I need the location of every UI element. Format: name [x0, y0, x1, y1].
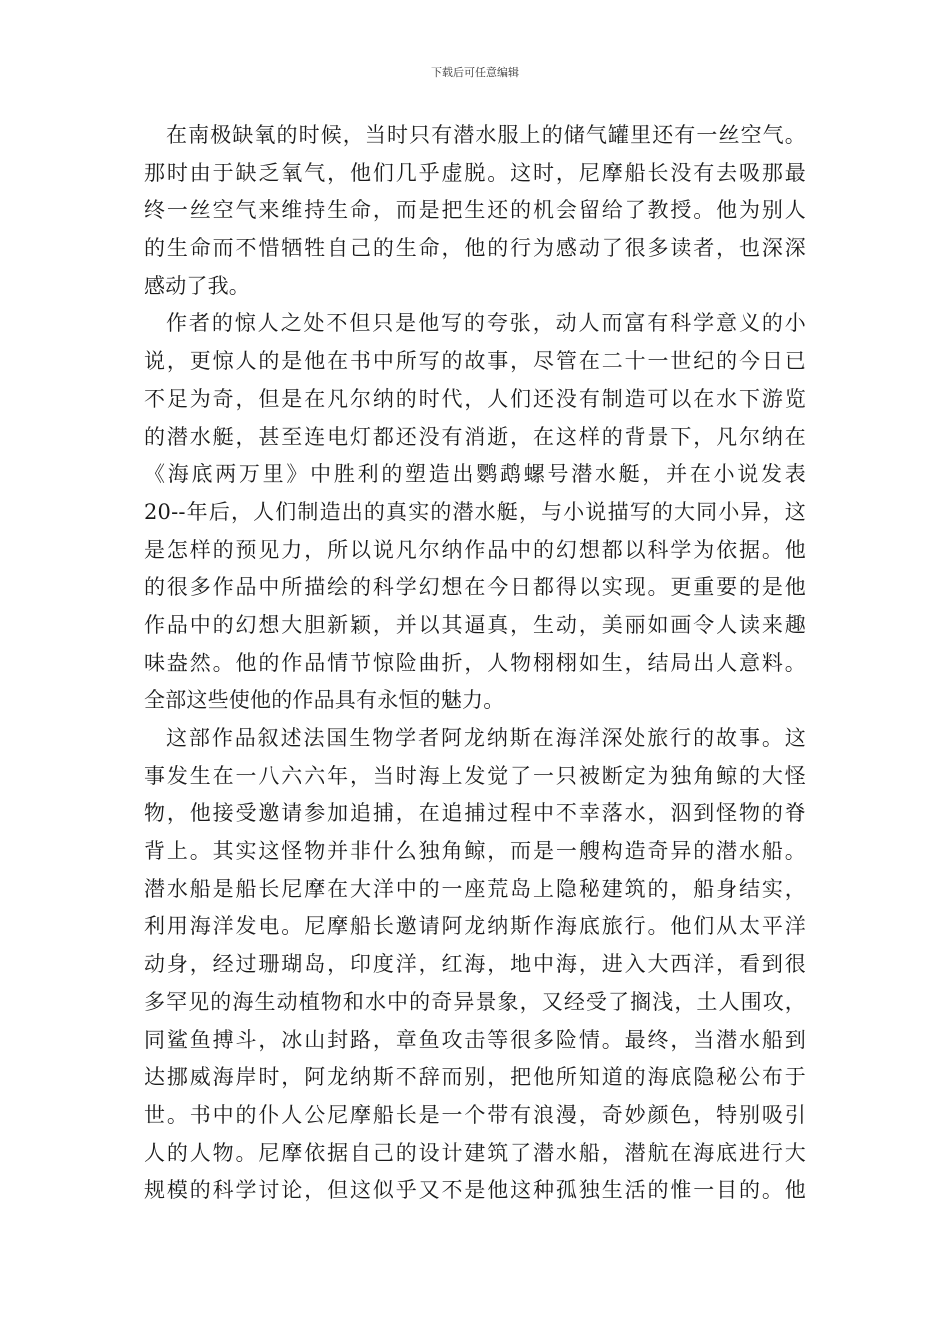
text-line: 事发生在一八六六年，当时海上发觉了一只被断定为独角鲸的大怪 [144, 763, 806, 788]
text-line: 是怎样的预见力，所以说凡尔纳作品中的幻想都以科学为依据。他 [144, 537, 806, 562]
text-line: 世。书中的仆人公尼摩船长是一个带有浪漫，奇妙颜色，特别吸引 [144, 1102, 806, 1127]
text-line: 的很多作品中所描绘的科学幻想在今日都得以实现。更重要的是他 [144, 575, 806, 600]
text-line: 全部这些使他的作品具有永恒的魅力。 [144, 688, 505, 713]
text-line: 人的人物。尼摩依据自己的设计建筑了潜水船，潜航在海底进行大 [144, 1140, 806, 1165]
text-line: 说，更惊人的是他在书中所写的故事，尽管在二十一世纪的今日已 [144, 349, 806, 374]
text-line: 在南极缺氧的时候，当时只有潜水服上的储气罐里还有一丝空气。 [166, 123, 806, 147]
text-line: 达挪威海岸时，阿龙纳斯不辞而别，把他所知道的海底隐秘公布于 [144, 1065, 806, 1090]
text-line: 感动了我。 [144, 273, 250, 298]
body-text [144, 117, 806, 1210]
text-line: 那时由于缺乏氧气，他们几乎虚脱。这时，尼摩船长没有去吸那最 [144, 160, 806, 185]
text-line: 味盎然。他的作品情节惊险曲折，人物栩栩如生，结局出人意料。 [144, 650, 806, 675]
text-line: 潜水船是船长尼摩在大洋中的一座荒岛上隐秘建筑的，船身结实， [144, 876, 806, 901]
text-line: 物，他接受邀请参加追捕，在追捕过程中不幸落水，泅到怪物的脊 [144, 801, 806, 826]
text-line: 背上。其实这怪物并非什么独角鲸，而是一艘构造奇异的潜水船。 [144, 839, 806, 864]
text-line: 这部作品叙述法国生物学者阿龙纳斯在海洋深处旅行的故事。这 [166, 726, 806, 750]
text-line: 终一丝空气来维持生命，而是把生还的机会留给了教授。他为别人 [144, 198, 806, 223]
text-line: 动身，经过珊瑚岛，印度洋，红海，地中海，进入大西洋，看到很 [144, 952, 806, 977]
text-line: 《海底两万里》中胜利的塑造出鹦鹉螺号潜水艇，并在小说发表 [144, 462, 806, 487]
page-header: 下载后可任意编辑 [431, 66, 519, 79]
text-line: 的潜水艇，甚至连电灯都还没有消逝，在这样的背景下，凡尔纳在 [144, 424, 806, 449]
text-line: 同鲨鱼搏斗，冰山封路，章鱼攻击等很多险情。最终，当潜水船到 [144, 1027, 806, 1052]
text-line: 不足为奇，但是在凡尔纳的时代，人们还没有制造可以在水下游览 [144, 386, 806, 411]
text-line: 利用海洋发电。尼摩船长邀请阿龙纳斯作海底旅行。他们从太平洋 [144, 914, 806, 939]
text-line: 作品中的幻想大胆新颖，并以其逼真，生动，美丽如画令人读来趣 [144, 612, 806, 637]
text-line: 规模的科学讨论，但这似乎又不是他这种孤独生活的惟一目的。他 [144, 1178, 806, 1203]
text-line: 多罕见的海生动植物和水中的奇异景象，又经受了搁浅，土人围攻， [144, 989, 806, 1014]
text-line: 的生命而不惜牺牲自己的生命，他的行为感动了很多读者，也深深 [144, 236, 806, 261]
text-line: 20--年后，人们制造出的真实的潜水艇，与小说描写的大同小异，这 [144, 499, 806, 524]
text-line: 作者的惊人之处不但只是他写的夸张，动人而富有科学意义的小 [166, 311, 806, 336]
